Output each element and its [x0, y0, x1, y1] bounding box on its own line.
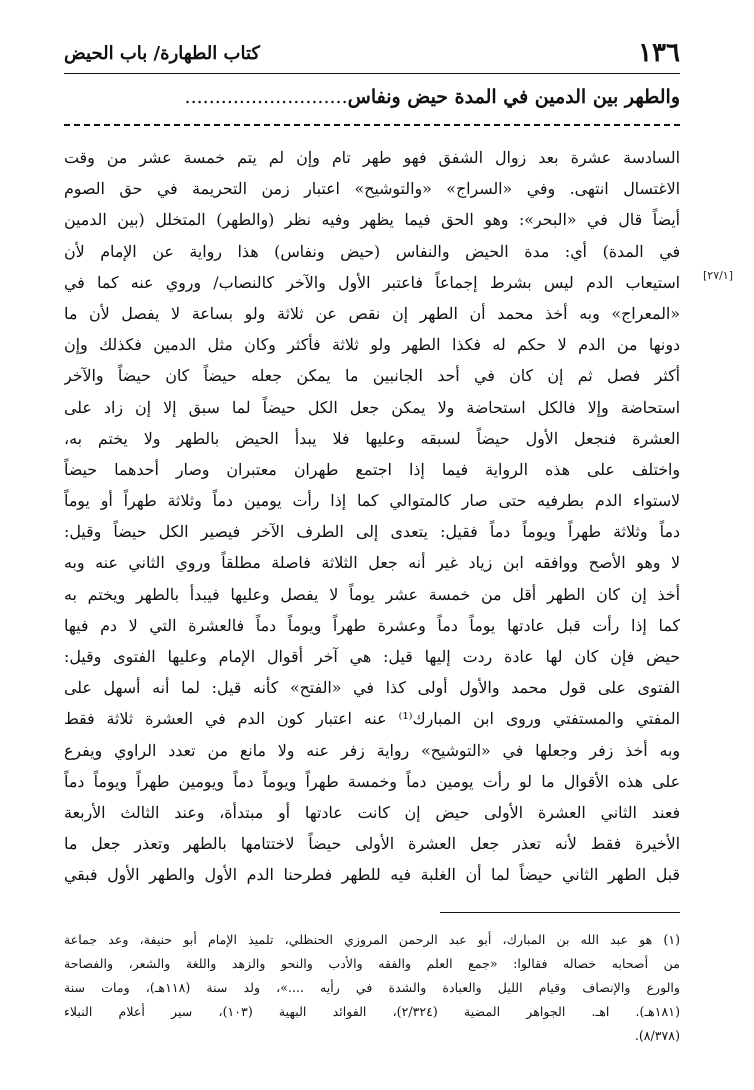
footnote-line: من أصحابه خصاله فقالوا: «جمع العلم والفقه والأدب والنحو والزهد واللغة والشعر، والفصاحة [64, 956, 680, 971]
matn-heading [64, 86, 680, 116]
footnote-line: (٨/٣٧٨). [634, 1028, 680, 1043]
body-line: لا وهو الأصح ووافقه ابن زياد غير أنه جعل الثلاثة فاصلة مطلقاً وروي الثاني عنه وبه [64, 553, 680, 573]
body-line: قبل الطهر الثاني حيضاً لما أن الغلبة فيه للطهر فطرحنا الدم الأول والطهر الأول فبقي [64, 865, 680, 885]
body-line: العشرة فنجعل الأول حيضاً لسبقه وعليها فلا يبدأ الحيض بالطهر ولا يختم به، [64, 428, 680, 448]
body-line: «المعراج» وبه أخذ محمد أن الطهر إن نقص عن ثلاثة ولو بساعة لا يفصل لأن ما [64, 303, 680, 323]
body-line: المفتي والمستفتي وروى ابن المبارك⁽¹⁾ عنه اعتبار كون الدم في العشرة ثلاثة فقط [64, 709, 680, 729]
margin-reference: [٢٧/١] [702, 269, 734, 282]
body-line: استحاضة وإلا فالكل استحاضة ولا يمكن جعل الكل حيضاً لما سبق إلا إن زاد على [64, 397, 680, 417]
body-line: حيض فإن كان لها عادة ردت إليها قيل: هي آخر أقوال الإمام وعليها الفتوى وقيل: [64, 647, 680, 666]
body-line: أيضاً قال في «البحر»: وهو الحق فيما يظهر وفيه نظر (والطهر) المتخلل (بين الدمين [64, 210, 680, 230]
body-line: واختلف على هذه الرواية فيما إذا اجتمع طهران معتبران وصار أحدهما حيضاً [64, 459, 680, 479]
body-line: دماً وثلاثة طهراً ويوماً دماً فقيل: يتعدى إلى الطرف الآخر فيصير الكل حيضاً وقيل: [64, 522, 680, 542]
footnote-line: (١) هو عبد الله بن المبارك، أبو عبد الرحمن المروزي الحنظلي، تلميذ الإمام أبو حنيفة، وعد جماعة [64, 932, 680, 947]
matn-text: والطهر بين الدمين في المدة حيض ونفاس [347, 86, 680, 108]
body-line: فعند الثاني العشرة الأولى حيض إن كانت عادتها أو مبتدأة، وعند الثالث الأربعة [64, 802, 680, 822]
body-line: وبه أخذ زفر وجعلها في «التوشيح» رواية زفر عنه ولا مانع من تعدد الراوي ويفرع [64, 740, 680, 760]
footnotes [64, 928, 680, 1048]
body-line: على هذه الأقوال ما لو رأت يومين دماً وخمسة طهراً ويوماً دماً ويومين طهراً ويوماً دماً [64, 771, 680, 791]
body-line: كما إذا رأت قبل عادتها يوماً دماً وعشرة طهراً ويوماً دماً فالعشرة التي لا دم فيها [64, 615, 680, 635]
footnote-rule [440, 912, 680, 913]
body-line: الاغتسال انتهى. وفي «السراج» «والتوشيح» اعتبار زمن التحريمة في حق الصوم [64, 179, 680, 199]
body-line: أكثر فصل ثم إن كان في أحد الجانبين ما يمكن جعله حيضاً كان حيضاً والآخر [64, 366, 680, 386]
body-line: السادسة عشرة بعد زوال الشفق فهو طهر تام وإن لم يتم خمسة عشر من وقت [64, 148, 680, 167]
body-line: الأخيرة فقط لأنه تعذر جعل العشرة الأولى حيضاً لاختتامها بالطهر وتعذر جعل ما [64, 834, 680, 854]
commentary-body [64, 142, 680, 891]
page-header [64, 38, 680, 68]
running-title: كتاب الطهارة/ باب الحيض [64, 42, 260, 64]
matn-dots: ........................... [184, 86, 348, 108]
footnote-line: (١٨١هـ). اهـ. الجواهر المضية (٢/٣٢٤)، الفوائد البهية (١٠٣)، سير أعلام النبلاء [64, 1004, 680, 1019]
body-line: الفتوى على قول محمد والأول أولى كذا في «الفتح» كأنه قيل: لما أنه أسهل على [64, 678, 680, 698]
body-line: دونها من الدم لا حكم له فكذا الطهر ولو ثلاثة فأكثر وكان مثل الدمين فكذلك وإن [64, 335, 680, 355]
header-rule [64, 73, 680, 74]
page-number: ١٣٦ [638, 38, 680, 68]
body-line: استيعاب الدم ليس بشرط إجماعاً فاعتبر الأول والآخر كالنصاب/ وروي عنه كما في [64, 272, 680, 292]
body-line: أخذ إن كان الطهر أقل من خمسة عشر يوماً لا يفصل وعليها فيبدأ بالطهر ويختم به [64, 584, 680, 604]
footnote-line: والورع والإنصاف وقيام الليل والعبادة والشدة في رأيه ....»، ولد سنة (١١٨هـ)، ومات سنة [64, 980, 680, 995]
body-line: في المدة) أي: مدة الحيض والنفاس (حيض ونفاس) هذا رواية عن الإمام لأن [64, 241, 680, 261]
dashed-rule [64, 124, 680, 126]
body-line: لاستواء الدم بطرفيه حتى صار كالمتوالي كما إذا رأت يومين دماً وثلاثة طهراً أو يوماً [64, 491, 680, 511]
